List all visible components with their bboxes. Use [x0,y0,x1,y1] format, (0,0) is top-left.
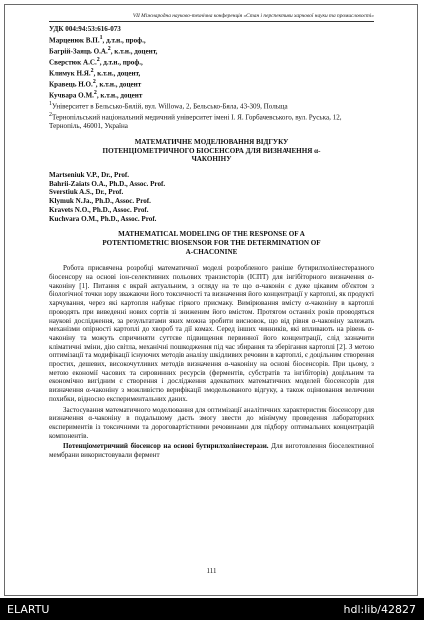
authors-ua [49,34,374,100]
affiliation-1: $^1$Університет в Бельсько-Бялій, вул. Willowa, 2, Бельсько-Бяла, 43-309, Польща [49,101,288,111]
footer-bar [0,598,424,620]
document-page [49,13,374,575]
page-frame [4,4,418,596]
author-en: Kuchvara O.M., Ph.D., Assoc. Prof. [49,214,157,223]
affiliation-2: $^2$Тернопільський національний медичний університет імені І. Я. Горбачевського, вул. Руська, 12, Тернопіль, 46001, Україна [49,112,342,131]
author-ua: Кучвара О.М.$^2$, к.т.н., доцент [49,90,143,100]
author-en: Martseniuk V.P., Dr., Prof. [49,171,130,180]
title-en: MATHEMATICAL MODELING OF THE RESPONSE OF A POTENTIOMETRIC BIOSENSOR FOR THE DETERMINATION OF Α-CHACONINE [102,230,321,256]
author-en: Sverstiuk A.S., Dr., Prof. [49,188,124,197]
author-en: Klymuk N.Ja., Ph.D., Assoc. Prof. [49,197,151,206]
title-ua: МАТЕМАТИЧНЕ МОДЕЛЮВАННЯ ВІДГУКУ ПОТЕНЦІОМЕТРИЧНОГО БІОСЕНСОРА ДЛЯ ВИЗНАЧЕННЯ α- ЧАКОНІНУ [102,137,321,164]
body-paragraph: Застосування математичного моделювання для оптимізації аналітичних характеристик біосенсору для визначення α-чаконіну в подальшому дасть змогу звести до мінімуму проведення лабораторних експериментів із токсичними та дороговартістними речовинами для підбору оптимальних концентрацій компонентів. [49,405,374,440]
page-number: 111 [206,567,217,575]
footer-handle: hdl:lib/42827 [343,603,416,616]
author-ua: Багрій-Заяць О.А.$^2$, к.т.н., доцент, [49,45,158,56]
author-ua: Климук Н.Я.$^2$, к.т.н., доцент, [49,67,141,78]
author-ua: Марценюк В.П.$^1$, д.т.н., проф., [49,34,146,45]
body-paragraph: Робота присвячена розробці математичної моделі розробленого раніше бутирилхолінестеразного біосенсору на основі іон-селективних польових транзисторів (ІСПТ) для інгібіторного визначення α-чаконіну [1]. Питання є вкрай актуальним, з огляду на те що α-чаконін є дуже цікавим об'єктом з біологічної точки зору зважаючи його токсичності та визначення його концентрації у картоплі, як продукті харчування, через які картопля набуває гіркого присмаку. Вимірювання вмісту α-чаконіну в картоплі проводять при виведенні нових сортів зі зниженим його вмістом. Протягом останніх років проводяться наукові дослідження, за результатами яких можна зробити висновок, що від рівня α-чаконіну залежать механізми опірності картоплі до хвороб та дії комах. Серед інших чинників, які впливають на рівень α-чаконіну та можуть спричиняти суттєве підвищення первинної його концентрації, слід зазначити кліматичні зміни, дію світла, механічні пошкодження під час збирання та зберігання картоплі [2]. З метою оптимізації та модифікації існуючих методів аналізу шкідливих речовин в картоплі, є доцільним створення простих, дешевих, високочутливих методів визначення α-чаконіну на основі біосенсорів. При цьому, з метою економії часових та сировинних ресурсів (ферментів, субстратів та інгібіторів) доцільним та економічно вигідним є створення і дослідження адекватних математичних моделей біосенсорів для визначення α-чаконіну з можливістю верифікації змодельованого відгуку, а також оцінювання величини похибки, відносно експериментальних даних. [49,264,374,403]
body-paragraph: Потенціометричний біосенсор на основі бутирилхолінестерази. Для виготовлення біоселективної мембрани використовували фермент [49,442,374,460]
authors-en [49,171,374,223]
author-en: Bahrii-Zaiats O.A., Ph.D., Assoc. Prof. [49,179,166,188]
author-en: Kravets N.O., Ph.D., Assoc. Prof. [49,205,149,214]
author-ua: Сверстюк А.С.$^2$, д.т.н., проф., [49,56,143,67]
running-header: VII Міжнародна науково-технічна конференція «Стан і перспективи харчової науки та промисловості» [49,13,374,22]
udk-code: УДК 004:94:53:616-073 [49,25,121,33]
author-ua: Кравець Н.О.$^2$, к.т.н., доцент [49,78,142,89]
footer-repository: ELARTU [7,603,50,616]
